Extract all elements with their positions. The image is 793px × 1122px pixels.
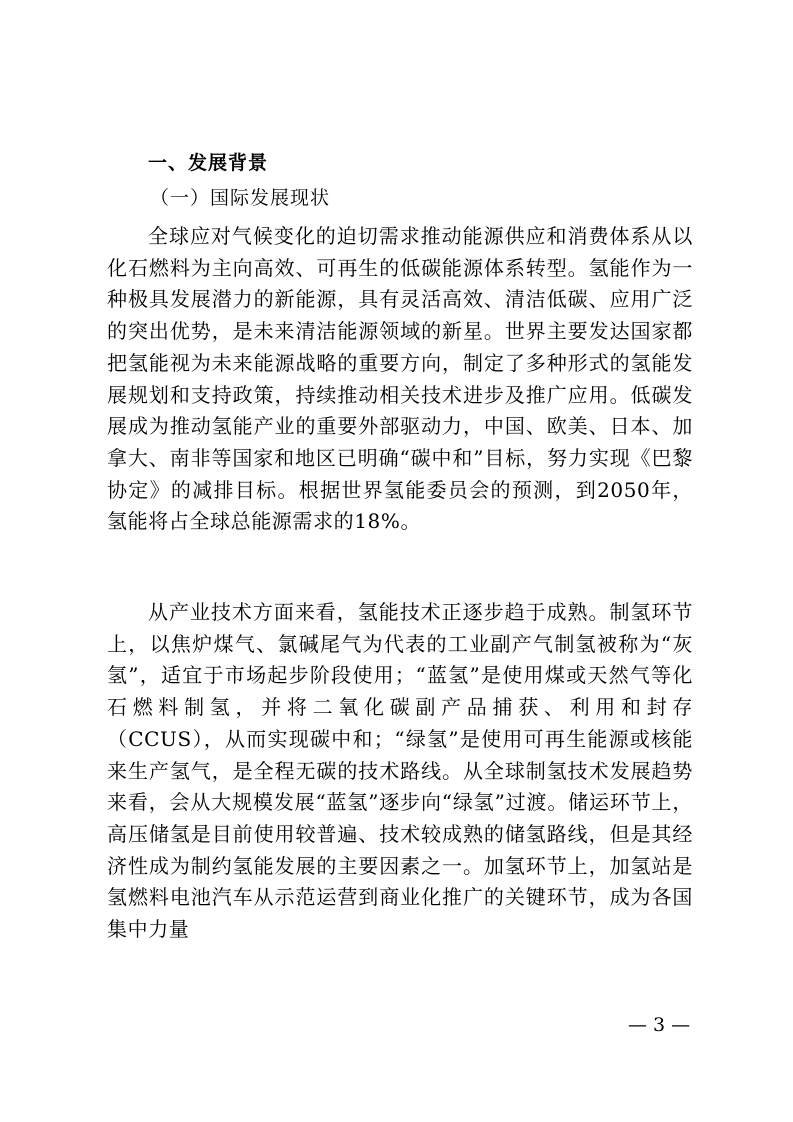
body-paragraph: 从产业技术方面来看，氢能技术正逐步趋于成熟。制氢环节上，以焦炉煤气、氯碱尾气为代表的工业副产气制氢被称为“灰氢”，适宜于市场起步阶段使用；“蓝氢”是使用煤或天然气等化石燃料制氢，并将二氧化碳副产品捕获、利用和封存（CCUS），从而实现碳中和；“绿氢”是使用可再生能源或核能来生产氢气，是全程无碳的技术路线。从全球制氢技术发展趋势来看，会从大规模发展“蓝氢”逐步向“绿氢”过渡。储运环节上，高压储氢是目前使用较普遍、技术较成熟的储氢路线，但是其经济性成为制约氢能发展的主要因素之一。加氢环节上，加氢站是氢燃料电池汽车从示范运营到商业化推广的关键环节，成为各国集中力量 (107, 600, 693, 942)
subsection-heading: （一）国际发展现状 (150, 187, 331, 209)
body-paragraph: 全球应对气候变化的迫切需求推动能源供应和消费体系从以化石燃料为主向高效、可再生的低碳能源体系转型。氢能作为一种极具发展潜力的新能源，具有灵活高效、清洁低碳、应用广泛的突出优势，是未来清洁能源领域的新星。世界主要发达国家都把氢能视为未来能源战略的重要方向，制定了多种形式的氢能发展规划和支持政策，持续推动相关技术进步及推广应用。低碳发展成为推动氢能产业的重要外部驱动力，中国、欧美、日本、加拿大、南非等国家和地区已明确“碳中和”目标，努力实现《巴黎协定》的减排目标。根据世界氢能委员会的预测，到2050年，氢能将占全球总能源需求的18%。 (107, 224, 693, 534)
page-number: — 3 — (628, 1014, 691, 1036)
section-heading: 一、发展背景 (148, 152, 269, 174)
